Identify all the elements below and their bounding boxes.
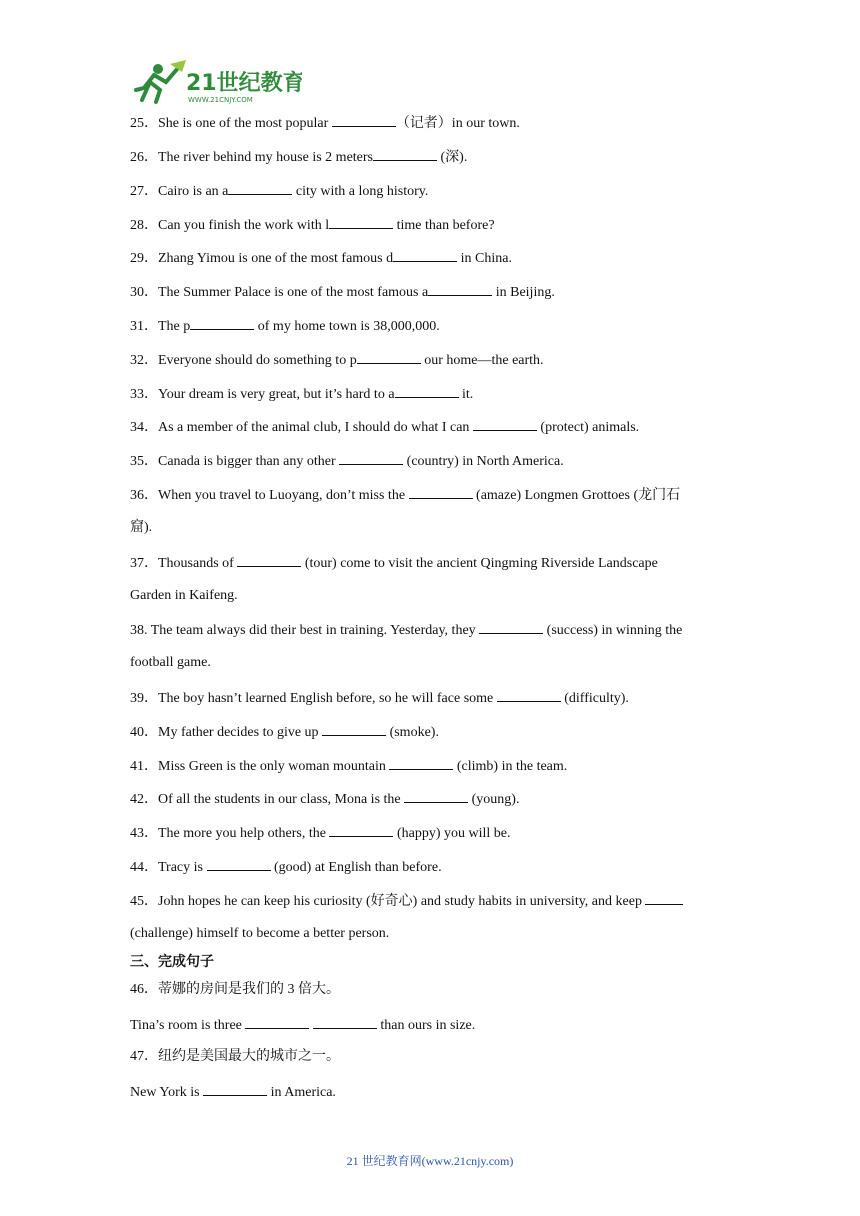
answer-blank[interactable]: [228, 181, 292, 195]
answer-blank[interactable]: [373, 147, 437, 161]
question-37-cont: Garden in Kaifeng.: [130, 588, 238, 603]
question-30: 30．The Summer Palace is one of the most famous a in Beijing.: [130, 282, 555, 302]
logo-subtext: WWW.21CNJY.COM: [188, 96, 253, 104]
question-36-cont: 窟).: [130, 520, 153, 535]
question-38: 38. The team always did their best in training. Yesterday, they (success) in winning the: [130, 620, 682, 640]
question-47: New York is in America.: [130, 1082, 336, 1102]
question-35: 35．Canada is bigger than any other (country) in North America.: [130, 451, 564, 471]
question-40: 40．My father decides to give up (smoke).: [130, 722, 439, 742]
answer-blank[interactable]: [357, 350, 421, 364]
answer-blank[interactable]: [428, 282, 492, 296]
question-42: 42．Of all the students in our class, Mona is the (young).: [130, 789, 519, 809]
answer-blank[interactable]: [190, 316, 254, 330]
answer-blank[interactable]: [203, 1082, 267, 1096]
answer-blank[interactable]: [473, 417, 537, 431]
question-47-chinese: 47．纽约是美国最大的城市之一。: [130, 1049, 340, 1064]
answer-blank[interactable]: [313, 1015, 377, 1029]
answer-blank[interactable]: [322, 722, 386, 736]
question-25: 25．She is one of the most popular （记者）in our town.: [130, 113, 520, 133]
answer-blank[interactable]: [207, 857, 271, 871]
answer-blank[interactable]: [389, 756, 453, 770]
question-37: 37．Thousands of (tour) come to visit the ancient Qingming Riverside Landscape: [130, 553, 658, 573]
question-29: 29．Zhang Yimou is one of the most famous d in China.: [130, 248, 512, 268]
site-logo: [132, 60, 302, 106]
answer-blank[interactable]: [237, 553, 301, 567]
answer-blank[interactable]: [329, 215, 393, 229]
answer-blank[interactable]: [404, 789, 468, 803]
question-45: 45．John hopes he can keep his curiosity (好奇心) and study habits in university, and keep: [130, 891, 683, 911]
answer-blank[interactable]: [332, 113, 396, 127]
question-44: 44．Tracy is (good) at English than before.: [130, 857, 442, 877]
answer-blank[interactable]: [245, 1015, 309, 1029]
answer-blank[interactable]: [329, 823, 393, 837]
question-45-cont: (challenge) himself to become a better person.: [130, 926, 390, 941]
question-39: 39．The boy hasn’t learned English before, so he will face some (difficulty).: [130, 688, 629, 708]
question-28: 28．Can you finish the work with l time than before?: [130, 215, 495, 235]
answer-blank[interactable]: [395, 384, 459, 398]
question-33: 33．Your dream is very great, but it’s hard to a it.: [130, 384, 473, 404]
question-38-cont: football game.: [130, 655, 211, 670]
question-32: 32．Everyone should do something to p our home—the earth.: [130, 350, 544, 370]
answer-blank[interactable]: [479, 620, 543, 634]
question-43: 43．The more you help others, the (happy) you will be.: [130, 823, 510, 843]
answer-blank[interactable]: [409, 485, 473, 499]
answer-blank[interactable]: [497, 688, 561, 702]
question-27: 27．Cairo is an a city with a long history.: [130, 181, 428, 201]
answer-blank[interactable]: [645, 891, 683, 905]
page-footer: 21 世纪教育网(www.21cnjy.com): [346, 1154, 514, 1168]
logo-text: 21世纪教育: [186, 71, 302, 96]
question-36: 36．When you travel to Luoyang, don’t miss the (amaze) Longmen Grottoes (龙门石: [130, 485, 680, 505]
question-46: Tina’s room is three than ours in size.: [130, 1015, 475, 1035]
question-34: 34．As a member of the animal club, I should do what I can (protect) animals.: [130, 417, 639, 437]
question-46-chinese: 46．蒂娜的房间是我们的 3 倍大。: [130, 982, 340, 997]
question-31: 31．The p of my home town is 38,000,000.: [130, 316, 440, 336]
answer-blank[interactable]: [339, 451, 403, 465]
runner-icon: [132, 60, 302, 106]
answer-blank[interactable]: [393, 248, 457, 262]
question-41: 41．Miss Green is the only woman mountain (climb) in the team.: [130, 756, 567, 776]
question-26: 26．The river behind my house is 2 meters (深).: [130, 147, 467, 167]
section-title: 三、完成句子: [130, 954, 214, 970]
